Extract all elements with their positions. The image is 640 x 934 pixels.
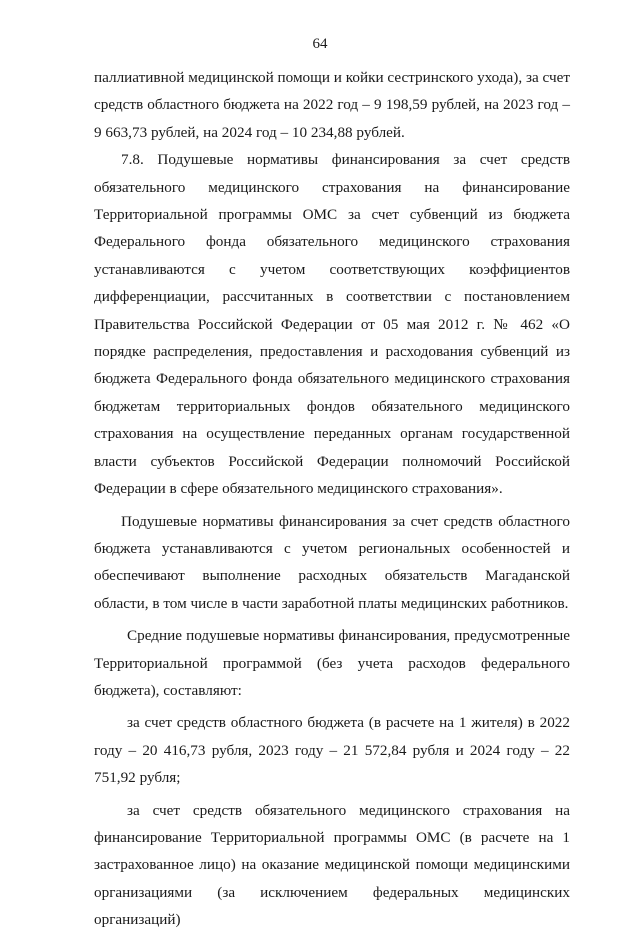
- paragraph-average-norms: Средние подушевые нормативы финансирования, предусмотренные Территориальной программой (без учета расходов федерального бюджета), составляют:: [94, 627, 570, 699]
- document-body: [94, 64, 570, 934]
- page-number: 64: [312, 36, 328, 52]
- paragraph-section-7-8: 7.8. Подушевые нормативы финансирования за счет средств обязательного медицинского страхования на финансирование Территориальной программы ОМС за счет субвенций из бюджета Федерального фонда обязательного медицинского страхования устанавливаются с учетом соответствующих коэффициентов дифференциации, рассчитанных в соответствии с постановлением Правительства Российской Федерации от 05 мая 2012 г. № 462 «О порядке распределения, предоставления и расходования субвенций из бюджета Федерального фонда обязательного медицинского страхования бюджетам территориальных фондов обязательного медицинского страхования на осуществление переданных органам государственной власти субъектов Российской Федерации полномочий Российской Федерации в сфере обязательного медицинского страхования».: [94, 151, 570, 498]
- paragraph-regional-budget: Подушевые нормативы финансирования за счет средств областного бюджета устанавливаются с учетом региональных особенностей и обеспечивают выполнение расходных обязательств Магаданской области, в том числе в части заработной платы медицинских работников.: [94, 512, 570, 612]
- paragraph-oms-financing: за счет средств обязательного медицинского страхования на финансирование Территориальной программы ОМС (в расчете на 1 застрахованное лицо) на оказание медицинской помощи медицинскими организациями (за исключением федеральных медицинских организаций): [94, 801, 570, 929]
- paragraph-regional-budget-values: за счет средств областного бюджета (в расчете на 1 жителя) в 2022 году – 20 416,73 рубля, 2023 году – 21 572,84 рубля и 2024 году – 22 751,92 рубля;: [94, 714, 570, 787]
- paragraph-continuation: паллиативной медицинской помощи и койки сестринского ухода), за счет средств областного бюджета на 2022 год – 9 198,59 рублей, на 2023 год – 9 663,73 рублей, на 2024 год – 10 234,88 рублей.: [94, 69, 570, 141]
